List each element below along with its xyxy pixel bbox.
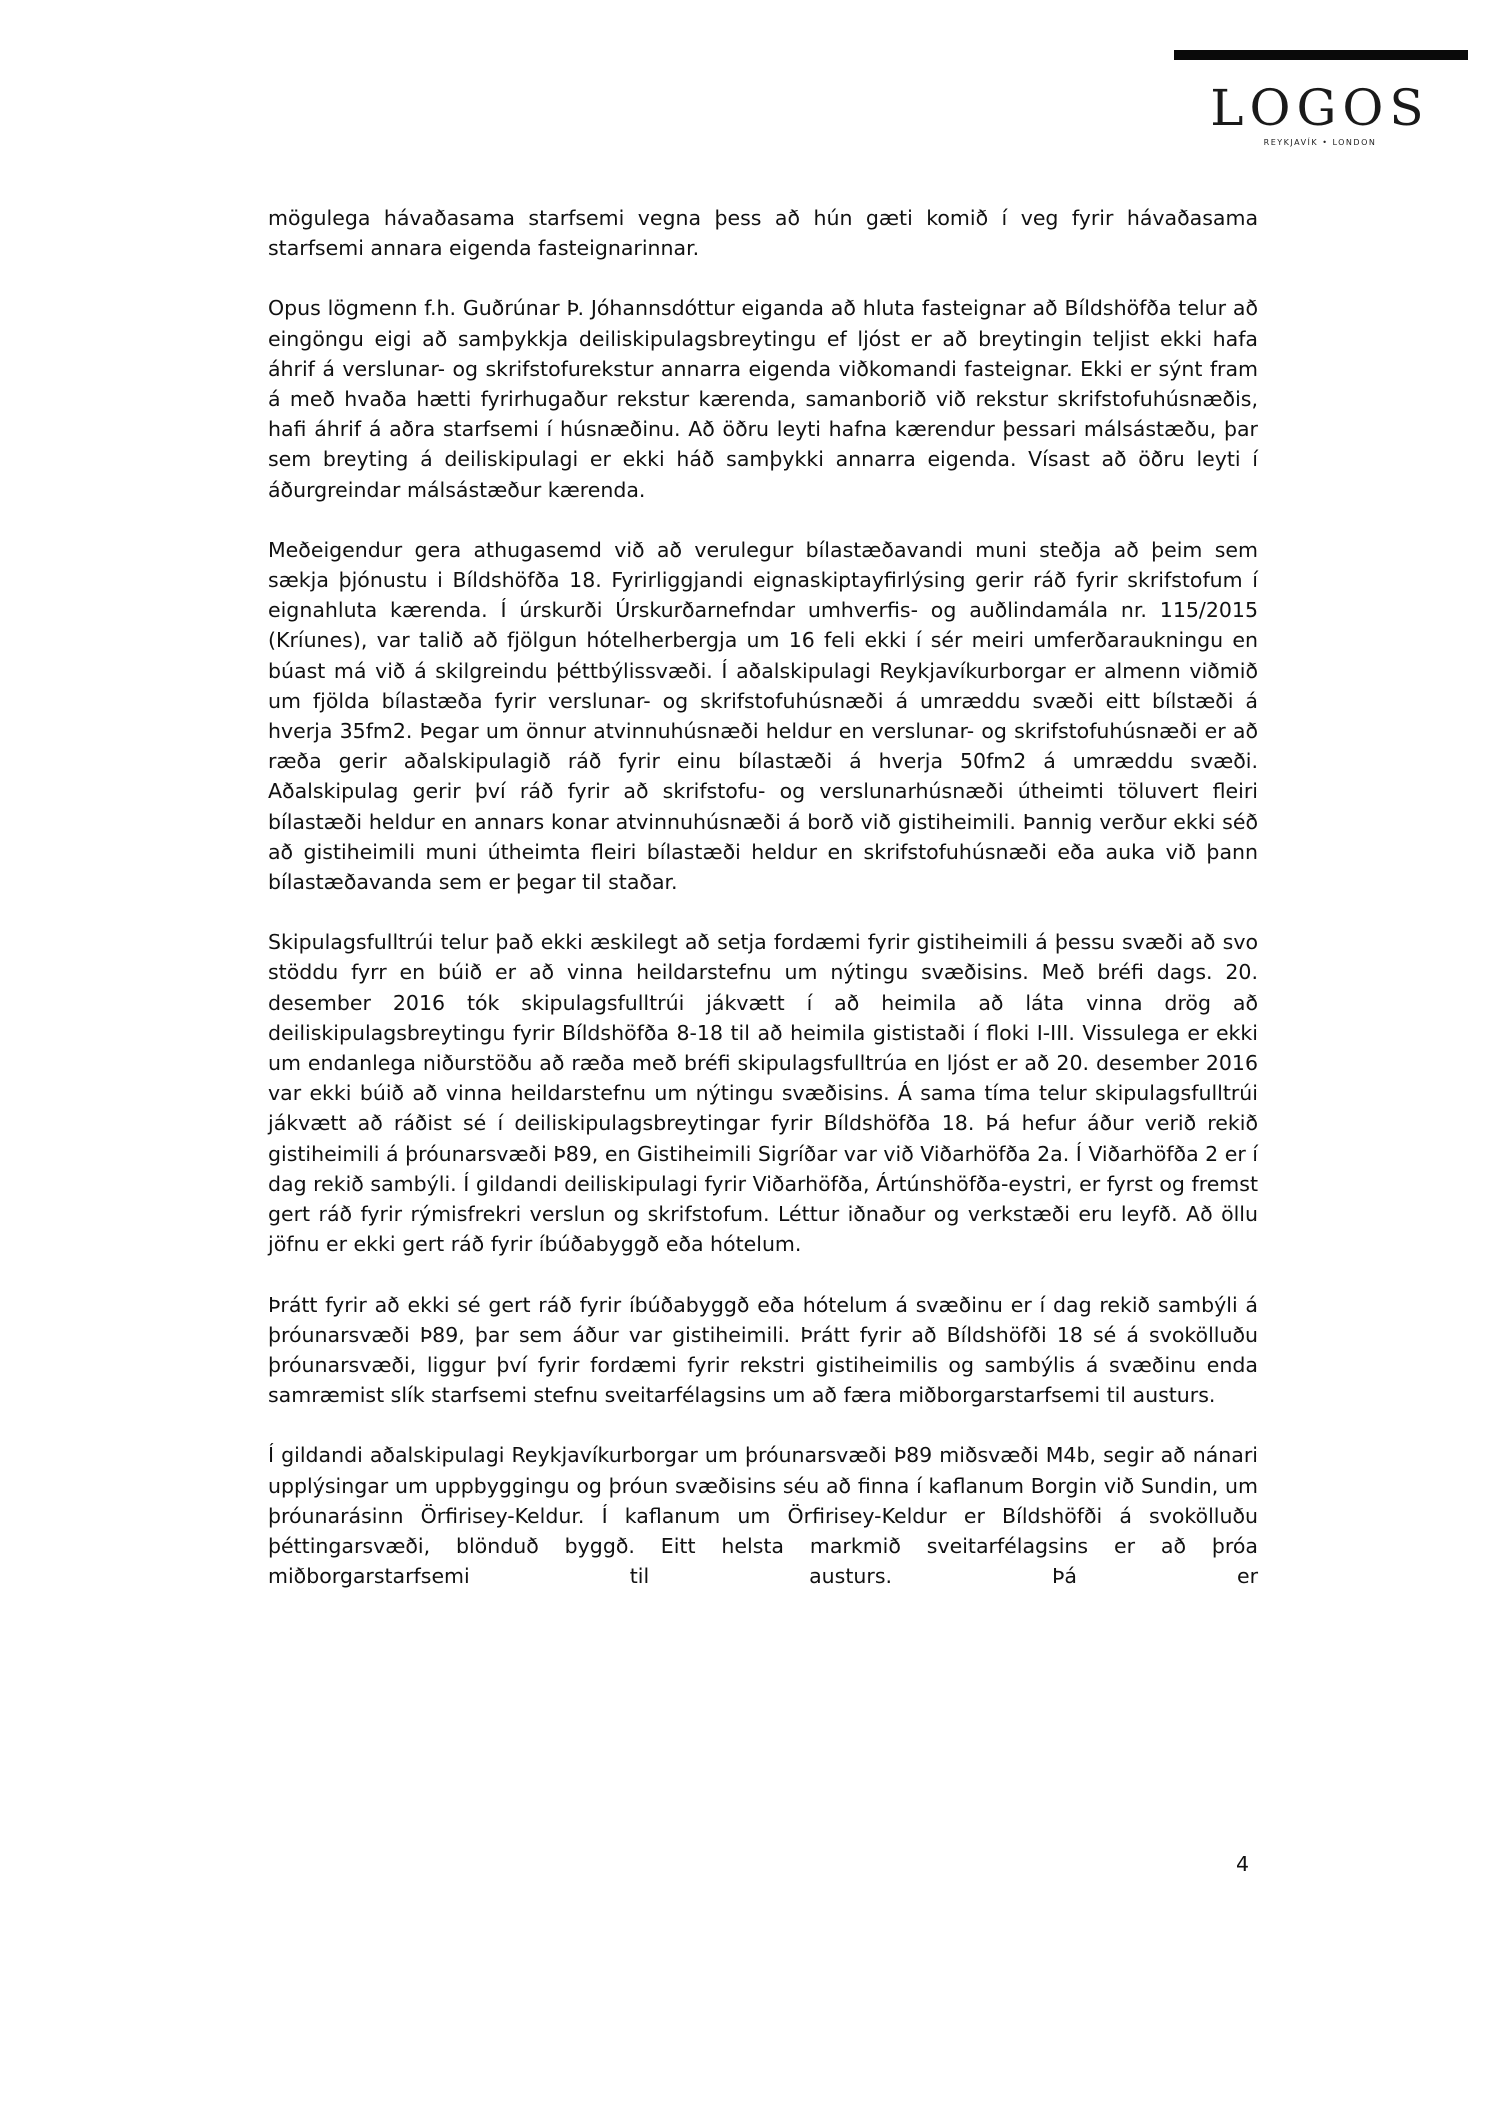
logos-logo (1190, 80, 1450, 147)
logo-subtitle: REYKJAVÍK • LONDON (1263, 138, 1377, 147)
page-number: 4 (1236, 1852, 1250, 1876)
header-rule (1174, 50, 1468, 60)
paragraph-planning-officer: Skipulagsfulltrúi telur það ekki æskilegt að setja fordæmi fyrir gistiheimili á þessu svæði að svo stöddu fyrr en búið er að vinna heildarstefnu um nýtingu svæðisins. Með bréfi dags. 20. desember 2016 tók skipulagsfulltrúi jákvætt í að heimila að láta vinna drög að deiliskipulagsbreytingu fyrir Bíldshöfða 8-18 til að heimila gististaði í floki I-III. Vissulega er ekki um endanlega niðurstöðu að ræða með bréfi skipulagsfulltrúa en ljóst er að 20. desember 2016 var ekki búið að vinna heildarstefnu um nýtingu svæðisins. Á sama tíma telur skipulagsfulltrúi jákvætt að ráðist sé í deiliskipulagsbreytingar fyrir Bíldshöfða 18. Þá hefur áður verið rekið gistiheimili á þróunarsvæði Þ89, en Gistiheimili Sigríðar var við Viðarhöfða 2a. Í Viðarhöfða 2 er í dag rekið sambýli. Í gildandi deiliskipulagi fyrir Viðarhöfða, Ártúnshöfða-eystri, er fyrst og fremst gert ráð fyrir rýmisfrekri verslun og skrifstofum. Léttur iðnaður og verkstæði eru leyfð. Að öllu jöfnu er ekki gert ráð fyrir íbúðabyggð eða hótelum. (268, 930, 1258, 1257)
document-body (268, 203, 1258, 1591)
paragraph-master-plan: Í gildandi aðalskipulagi Reykjavíkurborgar um þróunarsvæði Þ89 miðsvæði M4b, segir að nánari upplýsingar um uppbyggingu og þróun svæðisins séu að finna í kaflanum Borgin við Sundin, um þróunarásinn Örfirisey-Keldur. Í kaflanum um Örfirisey-Keldur er Bíldshöfði á svokölluðu þéttingarsvæði, blönduð byggð. Eitt helsta markmið sveitarfélagsins er að þróa miðborgarstarfsemi til austurs. Þá er (268, 1443, 1258, 1589)
logo-wordmark: LOGOS (1210, 79, 1430, 137)
paragraph-precedent: Þrátt fyrir að ekki sé gert ráð fyrir íbúðabyggð eða hótelum á svæðinu er í dag rekið sambýli á þróunarsvæði Þ89, þar sem áður var gistiheimili. Þrátt fyrir að Bíldshöfði 18 sé á svokölluðu þróunarsvæði, liggur því fyrir fordæmi fyrir rekstri gistiheimilis og sambýlis á svæðinu enda samræmist slík starfsemi stefnu sveitarfélagsins um að færa miðborgarstarfsemi til austurs. (268, 1292, 1258, 1408)
paragraph-noise-objection: mögulega hávaðasama starfsemi vegna þess að hún gæti komið í veg fyrir hávaðasama starfsemi annara eigenda fasteignarinnar. (268, 206, 1258, 261)
paragraph-parking: Meðeigendur gera athugasemd við að verulegur bílastæðavandi muni steðja að þeim sem sækja þjónustu i Bíldshöfða 18. Fyrirliggjandi eignaskiptayfirlýsing gerir ráð fyrir skrifstofum í eignahluta kærenda. Í úrskurði Úrskurðarnefndar umhverfis- og auðlindamála nr. 115/2015 (Kríunes), var talið að fjölgun hótelherbergja um 16 feli ekki í sér meiri umferðaraukningu en búast má við á skilgreindu þéttbýlissvæði. Í aðalskipulagi Reykjavíkurborgar er almenn viðmið um fjölda bílastæða fyrir verslunar- og skrifstofuhúsnæði á umræddu svæði eitt bílstæði á hverja 35fm2. Þegar um önnur atvinnuhúsnæði heldur en verslunar- og skrifstofuhúsnæði er að ræða gerir aðalskipulagið ráð fyrir einu bílastæði á hverja 50fm2 á umræddu svæði. Aðalskipulag gerir því ráð fyrir að skrifstofu- og verslunarhúsnæði útheimti töluvert fleiri bílastæði heldur en annars konar atvinnuhúsnæði á borð við gistiheimili. Þannig verður ekki séð að gistiheimili muni útheimta fleiri bílastæði heldur en skrifstofuhúsnæði eða auka við þann bílastæðavanda sem er þegar til staðar. (268, 537, 1258, 895)
paragraph-opus-objection: Opus lögmenn f.h. Guðrúnar Þ. Jóhannsdóttur eiganda að hluta fasteignar að Bíldshöfða telur að eingöngu eigi að samþykkja deiliskipulagsbreytingu ef ljóst er að breytingin teljist ekki hafa áhrif á verslunar- og skrifstofurekstur annarra eigenda viðkomandi fasteignar. Ekki er sýnt fram á með hvaða hætti fyrirhugaður rekstur kærenda, samanborið við rekstur skrifstofuhúsnæðis, hafi áhrif á aðra starfsemi í húsnæðinu. Að öðru leyti hafna kærendur þessari málsástæðu, þar sem breyting á deiliskipulagi er ekki háð samþykki annarra eigenda. Vísast að öðru leyti í áðurgreindar málsástæður kærenda. (268, 296, 1258, 502)
